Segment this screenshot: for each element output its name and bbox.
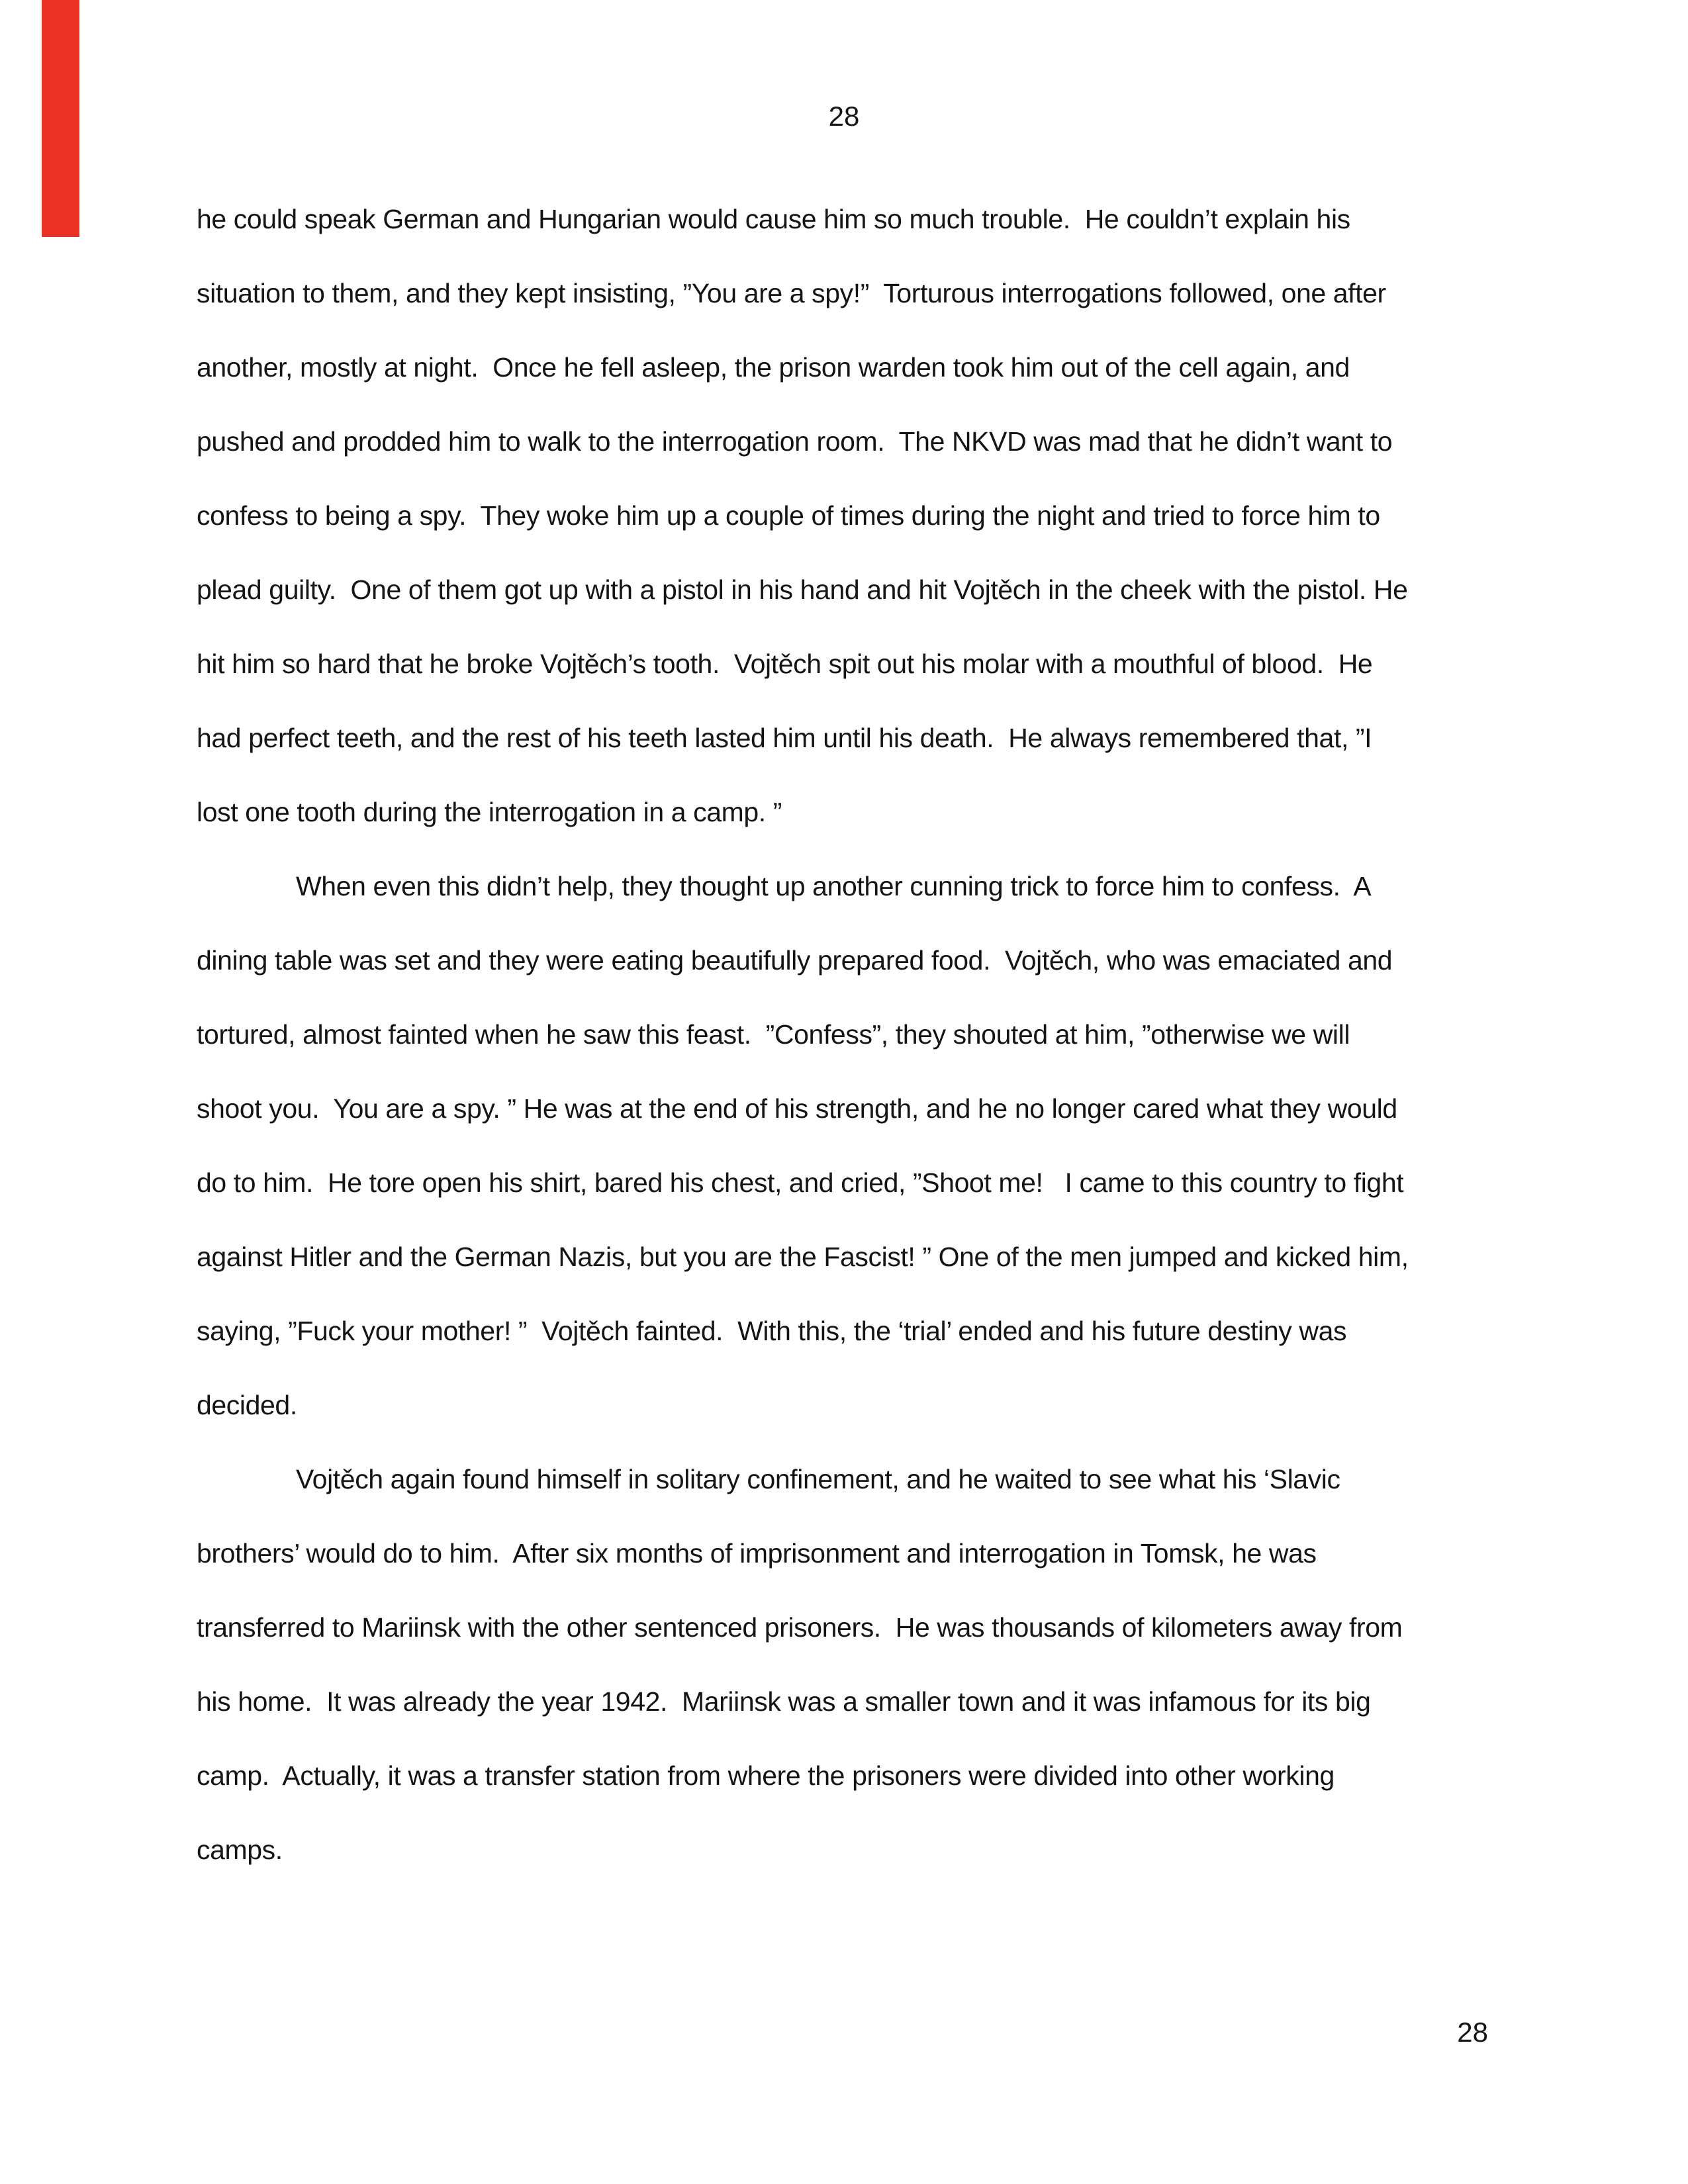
text-line: Vojtěch again found himself in solitary confinement, and he waited to see what his ‘Slavic xyxy=(296,1464,1340,1494)
text-line: against Hitler and the German Nazis, but you are the Fascist! ” One of the men jumped and kicked him, xyxy=(197,1242,1409,1272)
text-line: dining table was set and they were eating beautifully prepared food. Vojtěch, who was emaciated and xyxy=(197,945,1393,976)
text-line: confess to being a spy. They woke him up a couple of times during the night and tried to force him to xyxy=(197,500,1380,531)
text-line: pushed and prodded him to walk to the interrogation room. The NKVD was mad that he didn’t want to xyxy=(197,426,1393,457)
text-line: shoot you. You are a spy. ” He was at the end of his strength, and he no longer cared what they would xyxy=(197,1093,1397,1124)
text-line: his home. It was already the year 1942. Mariinsk was a smaller town and it was infamous for its big xyxy=(197,1686,1371,1717)
footer-page-number: 28 xyxy=(1457,2017,1488,2048)
text-line: he could speak German and Hungarian would cause him so much trouble. He couldn’t explain his xyxy=(197,204,1350,234)
document-body xyxy=(197,182,1527,1887)
text-line: camp. Actually, it was a transfer station from where the prisoners were divided into other working xyxy=(197,1760,1335,1791)
text-line: saying, ”Fuck your mother! ” Vojtěch fainted. With this, the ‘trial’ ended and his future destiny was xyxy=(197,1316,1347,1346)
text-line: lost one tooth during the interrogation in a camp. ” xyxy=(197,797,782,827)
text-line: transferred to Mariinsk with the other sentenced prisoners. He was thousands of kilometers away from xyxy=(197,1612,1403,1643)
text-line: tortured, almost fainted when he saw this feast. ”Confess”, they shouted at him, ”otherwise we will xyxy=(197,1019,1350,1050)
text-line: plead guilty. One of them got up with a pistol in his hand and hit Vojtěch in the cheek with the pistol. He xyxy=(197,574,1408,605)
text-line: do to him. He tore open his shirt, bared his chest, and cried, ”Shoot me! I came to this country to fight xyxy=(197,1167,1404,1198)
text-line: had perfect teeth, and the rest of his teeth lasted him until his death. He always remembered that, ”I xyxy=(197,723,1372,753)
text-line: another, mostly at night. Once he fell asleep, the prison warden took him out of the cell again, and xyxy=(197,352,1350,383)
text-line: hit him so hard that he broke Vojtěch’s tooth. Vojtěch spit out his molar with a mouthful of blood. He xyxy=(197,649,1373,679)
header-page-number: 28 xyxy=(828,101,860,132)
text-line: When even this didn’t help, they thought up another cunning trick to force him to confess. A xyxy=(296,871,1372,901)
text-line: situation to them, and they kept insisting, ”You are a spy!” Torturous interrogations followed, one after xyxy=(197,278,1386,308)
text-line: decided. xyxy=(197,1390,297,1420)
text-line: brothers’ would do to him. After six months of imprisonment and interrogation in Tomsk, he was xyxy=(197,1538,1317,1569)
text-line: camps. xyxy=(197,1835,283,1865)
